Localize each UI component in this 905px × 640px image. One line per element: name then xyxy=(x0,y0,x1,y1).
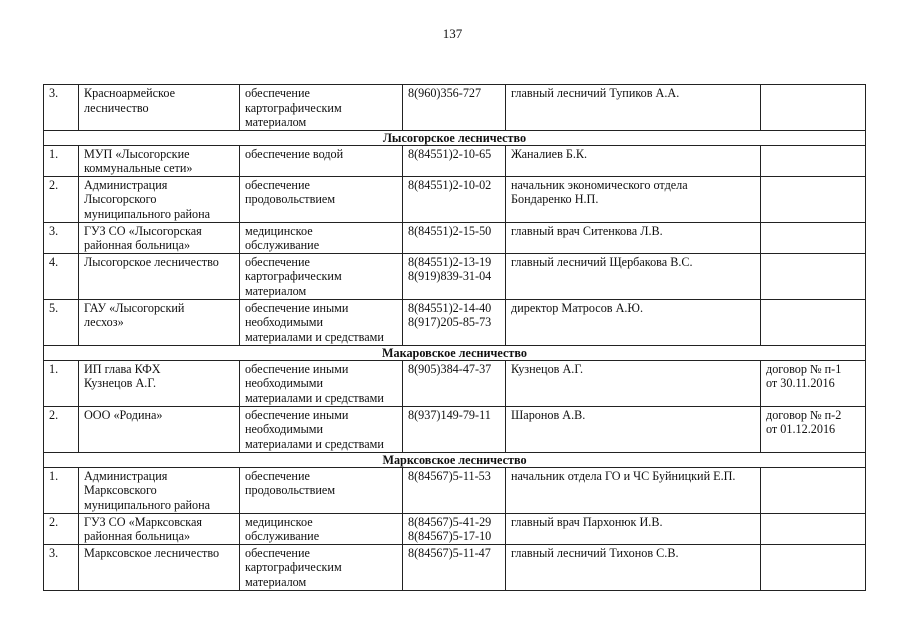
service-line: обеспечение водой xyxy=(245,146,344,161)
phone-line: 8(84567)5-11-47 xyxy=(408,545,491,560)
contact-person-line: Кузнецов А.Г. xyxy=(511,361,584,376)
row-number-cell: 3. xyxy=(44,544,79,590)
phone-cell xyxy=(403,222,506,253)
service-line: картографическим xyxy=(245,100,342,115)
note-line: от 01.12.2016 xyxy=(766,422,836,436)
row-number-cell: 2. xyxy=(44,406,79,452)
service-cell xyxy=(240,467,403,513)
phone-cell xyxy=(403,360,506,406)
organization-cell xyxy=(79,513,240,544)
phone-line: 8(84551)2-10-65 xyxy=(408,146,492,161)
row-number-cell: 1. xyxy=(44,467,79,513)
section-header-row xyxy=(44,345,866,360)
service-cell xyxy=(240,406,403,452)
service-line: продовольствием xyxy=(245,192,336,206)
phone-line: 8(960)356-727 xyxy=(408,86,482,100)
contact-person-cell xyxy=(506,360,761,406)
organization-line: лесхоз» xyxy=(84,315,124,329)
table-row xyxy=(44,406,866,452)
organization-cell xyxy=(79,176,240,222)
organization-line: коммунальные сети» xyxy=(84,161,193,175)
section-header-row xyxy=(44,452,866,467)
row-number-cell: 2. xyxy=(44,513,79,544)
table-row xyxy=(44,299,866,345)
service-line: обеспечение иными xyxy=(245,300,349,315)
organization-line: Лысогорского xyxy=(84,192,157,206)
note-line: договор № п-1 xyxy=(766,361,842,376)
table-row xyxy=(44,253,866,299)
service-line: материалами и средствами xyxy=(245,390,384,405)
row-number-cell: 2. xyxy=(44,176,79,222)
service-cell xyxy=(240,513,403,544)
service-cell xyxy=(240,299,403,345)
service-line: обеспечение xyxy=(245,468,310,483)
phone-line: 8(84567)5-17-10 xyxy=(408,529,492,543)
service-line: материалом xyxy=(245,115,307,129)
organization-cell xyxy=(79,222,240,253)
organization-line: Администрация xyxy=(84,177,168,192)
service-line: материалами и средствами xyxy=(245,329,384,344)
note-cell xyxy=(761,544,866,590)
contacts-table xyxy=(43,84,866,591)
organization-line: Красноармейское xyxy=(84,86,175,100)
row-number-cell: 3. xyxy=(44,85,79,131)
table-row xyxy=(44,176,866,222)
page-number: 137 xyxy=(442,26,463,41)
service-cell xyxy=(240,544,403,590)
section-title: Макаровское лесничество xyxy=(44,345,866,360)
section-title: Марксовское лесничество xyxy=(44,452,866,467)
contact-person-line: главный врач Пархонюк И.В. xyxy=(511,514,663,529)
section-header-row xyxy=(44,130,866,145)
contact-person-cell xyxy=(506,544,761,590)
organization-line: ООО «Родина» xyxy=(84,407,163,422)
organization-line: Кузнецов А.Г. xyxy=(84,376,157,390)
row-number-cell: 3. xyxy=(44,222,79,253)
service-line: обеспечение xyxy=(245,86,310,100)
organization-line: Марксовского xyxy=(84,483,157,497)
note-cell xyxy=(761,145,866,176)
note-cell xyxy=(761,222,866,253)
contact-person-line: начальник отдела ГО и ЧС Буйницкий Е.П. xyxy=(511,468,736,483)
service-line: картографическим xyxy=(245,269,342,283)
phone-line: 8(917)205-85-73 xyxy=(408,315,492,329)
service-cell xyxy=(240,222,403,253)
phone-cell xyxy=(403,513,506,544)
phone-line: 8(937)149-79-11 xyxy=(408,407,491,422)
service-line: необходимыми xyxy=(245,422,323,436)
table-row xyxy=(44,85,866,131)
phone-cell xyxy=(403,467,506,513)
service-cell xyxy=(240,145,403,176)
service-line: необходимыми xyxy=(245,376,323,390)
row-number-cell: 5. xyxy=(44,299,79,345)
phone-line: 8(84551)2-13-19 xyxy=(408,254,492,269)
phone-line: 8(84551)2-10-02 xyxy=(408,177,492,192)
phone-cell xyxy=(403,544,506,590)
phone-cell xyxy=(403,85,506,131)
row-number-cell: 1. xyxy=(44,145,79,176)
organization-cell xyxy=(79,85,240,131)
organization-line: районная больница» xyxy=(84,529,191,543)
contact-person-line: Жаналиев Б.К. xyxy=(511,146,588,161)
service-line: обеспечение иными xyxy=(245,361,349,376)
phone-cell xyxy=(403,299,506,345)
service-line: продовольствием xyxy=(245,483,336,497)
service-line: картографическим xyxy=(245,560,342,574)
row-number-cell: 1. xyxy=(44,360,79,406)
service-line: обслуживание xyxy=(245,238,320,252)
table-row xyxy=(44,513,866,544)
organization-cell xyxy=(79,467,240,513)
contact-person-line: главный лесничий Тупиков А.А. xyxy=(511,86,680,100)
phone-line: 8(905)384-47-37 xyxy=(408,361,492,376)
service-line: обеспечение xyxy=(245,545,310,560)
contact-person-cell xyxy=(506,222,761,253)
note-line: договор № п-2 xyxy=(766,407,842,422)
table-row xyxy=(44,145,866,176)
table-row xyxy=(44,360,866,406)
organization-line: ИП глава КФХ xyxy=(84,361,161,376)
contact-person-cell xyxy=(506,406,761,452)
contact-person-cell xyxy=(506,299,761,345)
note-cell xyxy=(761,176,866,222)
service-line: обслуживание xyxy=(245,529,320,543)
contact-person-cell xyxy=(506,176,761,222)
organization-cell xyxy=(79,544,240,590)
service-line: материалом xyxy=(245,283,307,298)
phone-line: 8(919)839-31-04 xyxy=(408,269,492,283)
contact-person-line: главный врач Ситенкова Л.В. xyxy=(511,223,663,238)
contact-person-line: директор Матросов А.Ю. xyxy=(511,300,644,315)
organization-line: районная больница» xyxy=(84,238,191,252)
organization-cell xyxy=(79,145,240,176)
contact-person-cell xyxy=(506,253,761,299)
contact-person-cell xyxy=(506,467,761,513)
contact-person-line: главный лесничий Тихонов С.В. xyxy=(511,545,679,560)
organization-line: муниципального района xyxy=(84,206,211,221)
organization-line: МУП «Лысогорские xyxy=(84,146,190,161)
phone-cell xyxy=(403,406,506,452)
phone-line: 8(84567)5-41-29 xyxy=(408,514,492,529)
note-cell xyxy=(761,299,866,345)
service-line: материалом xyxy=(245,574,307,589)
service-cell xyxy=(240,176,403,222)
phone-cell xyxy=(403,176,506,222)
organization-line: ГУЗ СО «Марксовская xyxy=(84,514,203,529)
phone-line: 8(84567)5-11-53 xyxy=(408,468,491,483)
service-cell xyxy=(240,360,403,406)
organization-line: лесничество xyxy=(84,100,149,115)
section-title: Лысогорское лесничество xyxy=(44,130,866,145)
phone-cell xyxy=(403,145,506,176)
service-line: необходимыми xyxy=(245,315,323,329)
service-line: обеспечение xyxy=(245,177,310,192)
note-cell xyxy=(761,360,866,406)
note-cell xyxy=(761,406,866,452)
organization-line: ГАУ «Лысогорский xyxy=(84,300,185,315)
phone-line: 8(84551)2-15-50 xyxy=(408,223,492,238)
contact-person-cell xyxy=(506,85,761,131)
organization-line: муниципального района xyxy=(84,497,211,512)
table-row xyxy=(44,222,866,253)
contact-person-cell xyxy=(506,145,761,176)
table-row xyxy=(44,467,866,513)
organization-line: Марксовское лесничество xyxy=(84,545,220,560)
note-cell xyxy=(761,85,866,131)
table-row xyxy=(44,544,866,590)
organization-cell xyxy=(79,360,240,406)
organization-cell xyxy=(79,406,240,452)
note-cell xyxy=(761,467,866,513)
note-cell xyxy=(761,253,866,299)
service-line: медицинское xyxy=(245,514,313,529)
service-cell xyxy=(240,85,403,131)
phone-line: 8(84551)2-14-40 xyxy=(408,300,492,315)
contact-person-line: главный лесничий Щербакова В.С. xyxy=(511,254,693,269)
service-line: медицинское xyxy=(245,223,313,238)
phone-cell xyxy=(403,253,506,299)
service-cell xyxy=(240,253,403,299)
contacts-table-body xyxy=(44,85,866,591)
note-cell xyxy=(761,513,866,544)
row-number-cell: 4. xyxy=(44,253,79,299)
service-line: материалами и средствами xyxy=(245,436,384,451)
contact-person-cell xyxy=(506,513,761,544)
organization-line: ГУЗ СО «Лысогорская xyxy=(84,223,202,238)
contact-person-line: Бондаренко Н.П. xyxy=(511,192,599,206)
contact-person-line: Шаронов А.В. xyxy=(511,407,586,422)
organization-line: Лысогорское лесничество xyxy=(84,254,219,269)
service-line: обеспечение иными xyxy=(245,407,349,422)
note-line: от 30.11.2016 xyxy=(766,376,835,390)
service-line: обеспечение xyxy=(245,254,310,269)
organization-cell xyxy=(79,299,240,345)
contact-person-line: начальник экономического отдела xyxy=(511,177,688,192)
organization-cell xyxy=(79,253,240,299)
organization-line: Администрация xyxy=(84,468,168,483)
